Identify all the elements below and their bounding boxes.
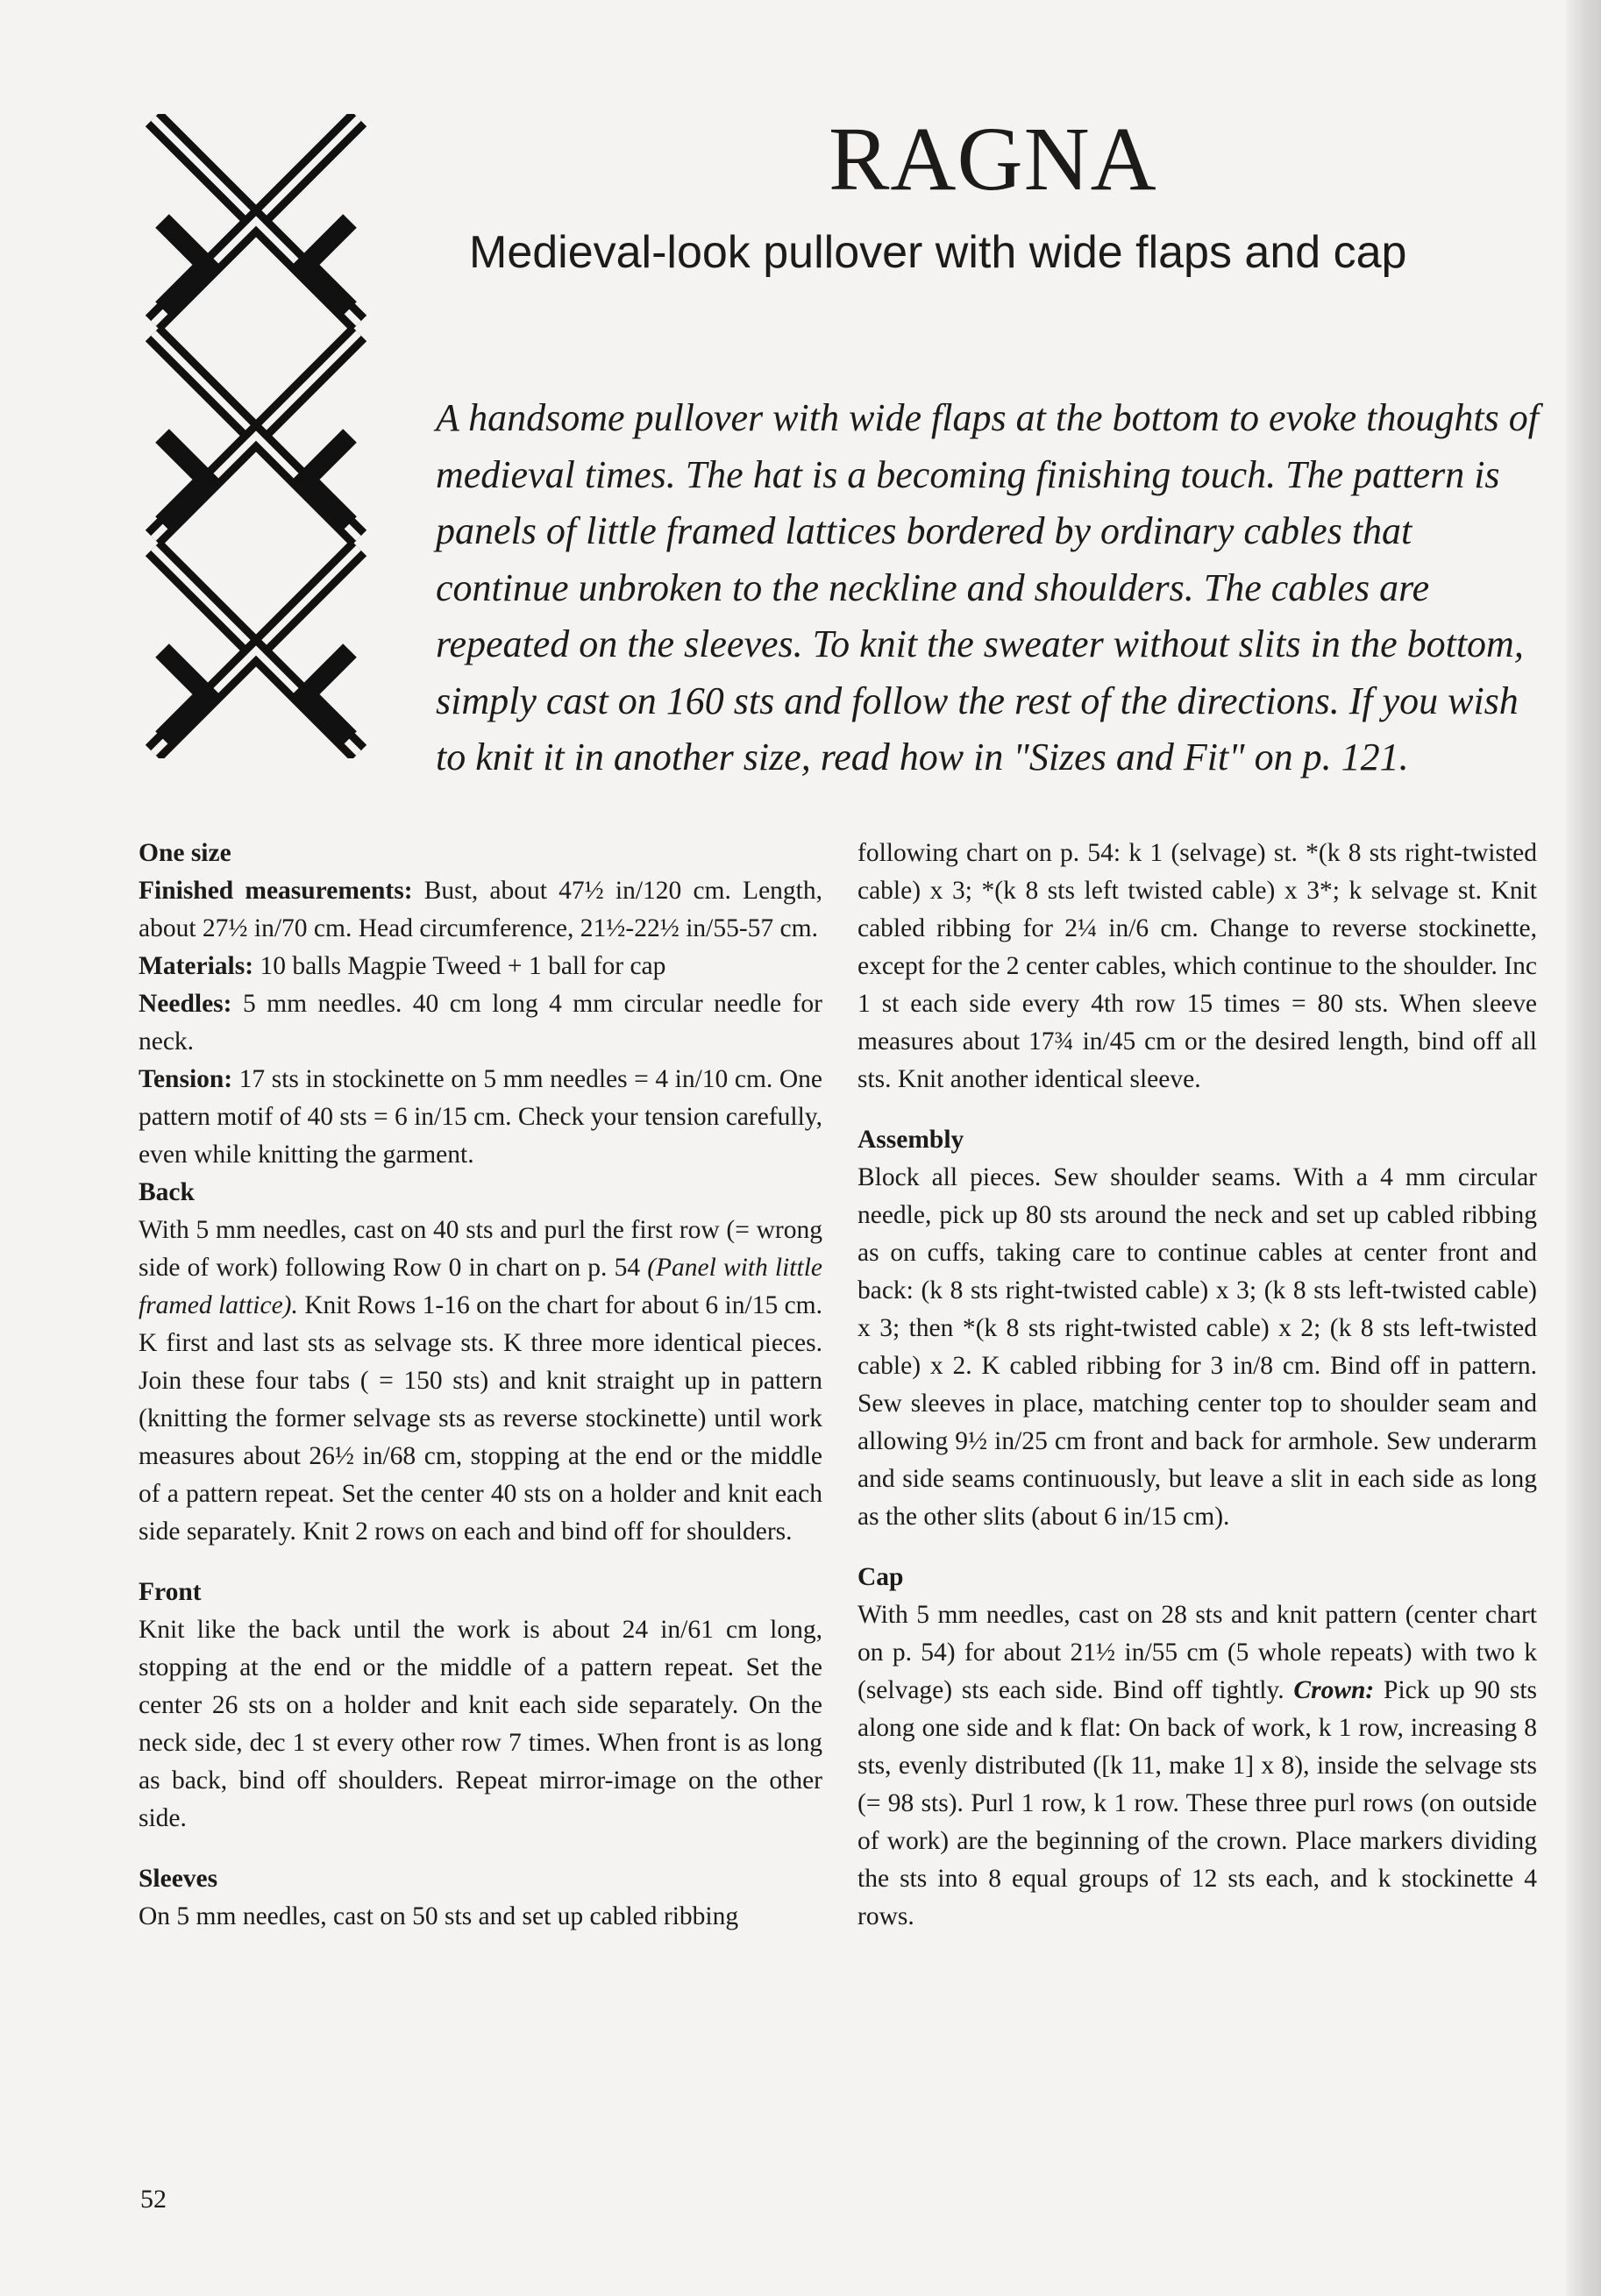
page-number: 52 <box>140 2185 167 2214</box>
cap-heading: Cap <box>857 1563 904 1591</box>
sleeves-heading: Sleeves <box>139 1865 218 1893</box>
size-heading: One size <box>139 839 231 867</box>
tension-text: 17 sts in stockinette on 5 mm needles = 4 in/10 cm. One pattern motif of 40 sts = 6 in/15 cm. Check your tension carefully, even while knitting the garment. <box>139 1065 822 1169</box>
materials-label: Materials: <box>139 952 254 980</box>
back-text <box>139 1212 822 1551</box>
front-text: Knit like the back until the work is about 24 in/61 cm long, stopping at the end or the middle of a pattern repeat. Set the center 26 sts on a holder and knit each side separately. On the neck side, dec 1 st every other row 7 times. When front is as long as back, bind off shoulders. Repeat mirror-image on the other side. <box>139 1616 822 1832</box>
cap-text-2: Pick up 90 sts along one side and k flat: On back of work, k 1 row, increasing 8 sts, evenly distributed ([k 11, make 1] x 8), inside the selvage sts (= 98 sts). Purl 1 row, k 1 row. These three purl rows (on outside of work) are the beginning of the crown. Place markers dividing the sts into 8 equal groups of 12 sts each, and k stockinette 4 rows. <box>857 1676 1537 1930</box>
back-text-italic: (Panel with little framed lattice). <box>139 1254 822 1319</box>
assembly-heading: Assembly <box>857 1126 964 1154</box>
materials <box>139 948 822 985</box>
tension <box>139 1061 822 1174</box>
cap-text-1: With 5 mm needles, cast on 28 sts and knit pattern (center chart on p. 54) for about 21½ in/55 cm (5 whole repeats) with two k (selvage) sts each side. Bind off tightly. <box>857 1601 1537 1704</box>
finished-measurements <box>139 872 822 948</box>
page-gutter-shadow <box>1566 0 1601 2296</box>
left-column <box>139 835 822 1936</box>
tension-label: Tension: <box>139 1065 233 1093</box>
pattern-subtitle: Medieval-look pullover with wide flaps and cap <box>469 227 1407 278</box>
pattern-title: RAGNA <box>829 109 1157 210</box>
back-heading: Back <box>139 1178 195 1206</box>
needles-label: Needles: <box>139 990 232 1018</box>
intro-paragraph: A handsome pullover with wide flaps at the bottom to evoke thoughts of medieval times. The hat is a becoming finishing touch. The pattern is panels of little framed lattices bordered by ordinary cables that continue unbroken to the neckline and shoulders. The cables are repeated on the sleeves. To knit the sweater without slits in the bottom, simply cast on 160 sts and follow the rest of the directions. If you wish to knit it in another size, read how in "Sizes and Fit" on p. 121. <box>436 396 1539 778</box>
back-text-1: With 5 mm needles, cast on 40 sts and purl the first row (= wrong side of work) following Row 0 in chart on p. 54 <box>139 1216 822 1282</box>
right-column <box>857 835 1537 1936</box>
needles-text: 5 mm needles. 40 cm long 4 mm circular needle for neck. <box>139 990 822 1056</box>
materials-text: 10 balls Magpie Tweed + 1 ball for cap <box>253 952 666 980</box>
assembly-text: Block all pieces. Sew shoulder seams. With a 4 mm circular needle, pick up 80 sts around the neck and set up cabled ribbing as on cuffs, taking care to continue cables at center front and back: (k 8 sts right-twisted cable) x 3; (k 8 sts left-twisted cable) x 3; then *(k 8 sts right-twisted cable) x 2; (k 8 sts left-twisted cable) x 2. K cabled ribbing for 3 in/8 cm. Bind off in pattern. Sew sleeves in place, matching center top to shoulder seam and allowing 9½ in/25 cm front and back for armhole. Sew underarm and side seams continuously, but leave a slit in each side as long as the other slits (about 6 in/15 cm). <box>857 1163 1537 1531</box>
finished-text: Bust, about 47½ in/120 cm. Length, about 27½ in/70 cm. Head circumference, 21½-22½ in/55-57 cm. <box>139 877 822 942</box>
celtic-knot-border-icon <box>145 114 368 758</box>
cap-text <box>857 1596 1537 1936</box>
needles <box>139 985 822 1061</box>
crown-label: Crown: <box>1293 1676 1375 1704</box>
sleeves-continued-text: following chart on p. 54: k 1 (selvage) st. *(k 8 sts right-twisted cable) x 3; *(k 8 sts left twisted cable) x 3*; k selvage st. Knit cabled ribbing for 2¼ in/6 cm. Change to reverse stockinette, except for the 2 center cables, which continue to the shoulder. Inc 1 st each side every 4th row 15 times = 80 sts. When sleeve measures about 17¾ in/45 cm or the desired length, bind off all sts. Knit another identical sleeve. <box>857 839 1537 1093</box>
back-text-2: Knit Rows 1-16 on the chart for about 6 in/15 cm. K first and last sts as selvage sts. K three more identical pieces. Join these four tabs ( = 150 sts) and knit straight up in pattern (knitting the former selvage sts as reverse stockinette) until work measures about 26½ in/68 cm, stopping at the end or the middle of a pattern repeat. Set the center 40 sts on a holder and knit each side separately. Knit 2 rows on each and bind off for shoulders. <box>139 1291 822 1546</box>
front-heading: Front <box>139 1578 202 1606</box>
finished-label: Finished measurements: <box>139 877 413 905</box>
sleeves-text: On 5 mm needles, cast on 50 sts and set up cabled ribbing <box>139 1902 739 1930</box>
